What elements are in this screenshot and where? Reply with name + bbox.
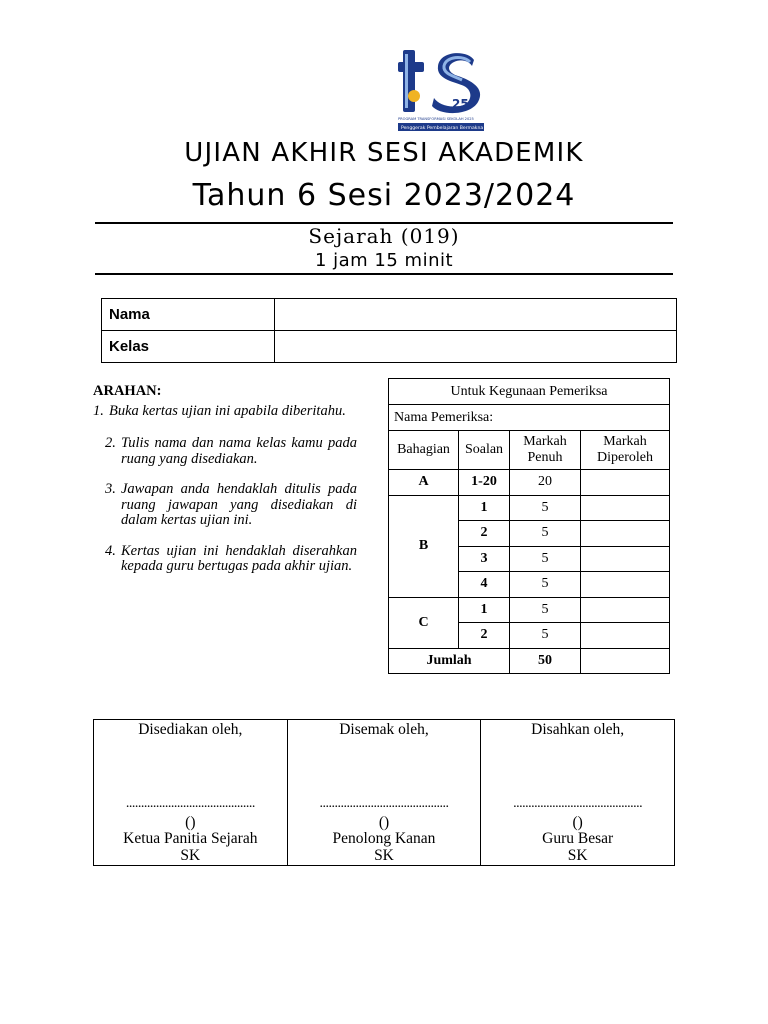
name-label: Nama bbox=[102, 299, 275, 331]
name-row bbox=[102, 299, 677, 331]
total-obtained-cell[interactable] bbox=[581, 648, 670, 674]
full-mark-cell: 5 bbox=[510, 623, 581, 649]
total-value: 50 bbox=[510, 648, 581, 674]
total-row bbox=[389, 648, 670, 674]
examiner-table-title: Untuk Kegunaan Pemeriksa bbox=[389, 379, 670, 405]
instruction-number: 2. bbox=[105, 435, 116, 451]
table-row bbox=[389, 597, 670, 623]
ts25-logo bbox=[394, 46, 488, 134]
signer-name: () bbox=[572, 813, 583, 831]
obtained-mark-cell[interactable] bbox=[581, 572, 670, 598]
instruction-item bbox=[93, 482, 357, 529]
obtained-mark-cell[interactable] bbox=[581, 546, 670, 572]
signature-block-approved bbox=[481, 720, 675, 866]
instruction-text: Kertas ujian ini hendaklah diserahkan kepada guru bertugas pada akhir ujian. bbox=[121, 542, 357, 574]
signature-table bbox=[93, 719, 675, 866]
question-cell: 1-20 bbox=[459, 470, 510, 496]
signature-title: Disediakan oleh, bbox=[138, 721, 243, 738]
examiner-table bbox=[388, 378, 670, 674]
header-section: Bahagian bbox=[389, 431, 459, 470]
instruction-number: 4. bbox=[105, 542, 116, 559]
divider bbox=[95, 273, 673, 275]
svg-text:PROGRAM TRANSFORMASI SEKOLAH 2: PROGRAM TRANSFORMASI SEKOLAH 2025 bbox=[398, 117, 474, 121]
header-obtained-marks: Markah Diperoleh bbox=[581, 431, 670, 470]
student-info-table bbox=[101, 298, 677, 363]
instruction-text: Buka kertas ujian ini apabila diberitahu. bbox=[109, 402, 346, 419]
obtained-mark-cell[interactable] bbox=[581, 597, 670, 623]
obtained-mark-cell[interactable] bbox=[581, 623, 670, 649]
instruction-item bbox=[93, 436, 357, 467]
full-mark-cell: 5 bbox=[510, 546, 581, 572]
instructions-list bbox=[93, 404, 357, 575]
full-mark-cell: 5 bbox=[510, 572, 581, 598]
signature-block-prepared bbox=[94, 720, 288, 866]
instruction-item bbox=[93, 544, 357, 575]
subject-title: Sejarah (019) bbox=[308, 224, 460, 248]
table-row bbox=[389, 495, 670, 521]
instruction-text: Jawapan anda hendaklah ditulis pada ruang jawapan yang disediakan di dalam kertas ujian ini. bbox=[121, 481, 357, 528]
question-cell: 3 bbox=[459, 546, 510, 572]
instructions-heading: ARAHAN: bbox=[93, 383, 162, 399]
full-mark-cell: 5 bbox=[510, 495, 581, 521]
class-field[interactable] bbox=[275, 331, 677, 363]
instruction-number: 3. bbox=[105, 481, 116, 497]
signature-title: Disahkan oleh, bbox=[531, 721, 625, 738]
exam-title: UJIAN AKHIR SESI AKADEMIK bbox=[184, 138, 584, 168]
question-cell: 2 bbox=[459, 623, 510, 649]
header-question: Soalan bbox=[459, 431, 510, 470]
full-mark-cell: 5 bbox=[510, 597, 581, 623]
class-row bbox=[102, 331, 677, 363]
signer-name: () bbox=[378, 813, 390, 831]
question-cell: 1 bbox=[459, 495, 510, 521]
section-cell: A bbox=[389, 470, 459, 496]
signer-name: () bbox=[185, 813, 196, 831]
instructions bbox=[93, 384, 357, 590]
header-full-marks: Markah Penuh bbox=[510, 431, 581, 470]
signer-org: SK bbox=[180, 846, 201, 864]
svg-text:Penggerak Pembelajaran Bermakn: Penggerak Pembelajaran Bermakna bbox=[401, 126, 484, 131]
full-mark-cell: 5 bbox=[510, 521, 581, 547]
obtained-mark-cell[interactable] bbox=[581, 470, 670, 496]
signature-line: ........................................... bbox=[319, 796, 449, 811]
exam-subtitle: Tahun 6 Sesi 2023/2024 bbox=[192, 178, 576, 213]
class-label: Kelas bbox=[102, 331, 275, 363]
signer-org: SK bbox=[567, 846, 588, 864]
signer-role: Penolong Kanan bbox=[332, 830, 436, 847]
section-cell: B bbox=[389, 495, 459, 597]
instruction-number: 1. bbox=[93, 402, 104, 419]
question-cell: 4 bbox=[459, 572, 510, 598]
signature-block-reviewed bbox=[287, 720, 481, 866]
name-field[interactable] bbox=[275, 299, 677, 331]
exam-duration: 1 jam 15 minit bbox=[314, 250, 454, 271]
full-mark-cell: 20 bbox=[510, 470, 581, 496]
question-cell: 2 bbox=[459, 521, 510, 547]
obtained-mark-cell[interactable] bbox=[581, 521, 670, 547]
signer-role: Ketua Panitia Sejarah bbox=[123, 830, 258, 847]
signature-line: ........................................... bbox=[513, 796, 643, 811]
signer-org: SK bbox=[374, 846, 394, 864]
obtained-mark-cell[interactable] bbox=[581, 495, 670, 521]
table-row bbox=[389, 470, 670, 496]
examiner-name-label: Nama Pemeriksa: bbox=[389, 405, 670, 431]
section-cell: C bbox=[389, 597, 459, 648]
instruction-item bbox=[93, 404, 357, 420]
signature-line: ........................................... bbox=[125, 796, 255, 811]
svg-text:25: 25 bbox=[452, 97, 469, 111]
instruction-text: Tulis nama dan nama kelas kamu pada ruang yang disediakan. bbox=[121, 435, 357, 467]
signer-role: Guru Besar bbox=[542, 830, 614, 847]
question-cell: 1 bbox=[459, 597, 510, 623]
total-label: Jumlah bbox=[389, 648, 510, 674]
signature-title: Disemak oleh, bbox=[339, 721, 429, 738]
